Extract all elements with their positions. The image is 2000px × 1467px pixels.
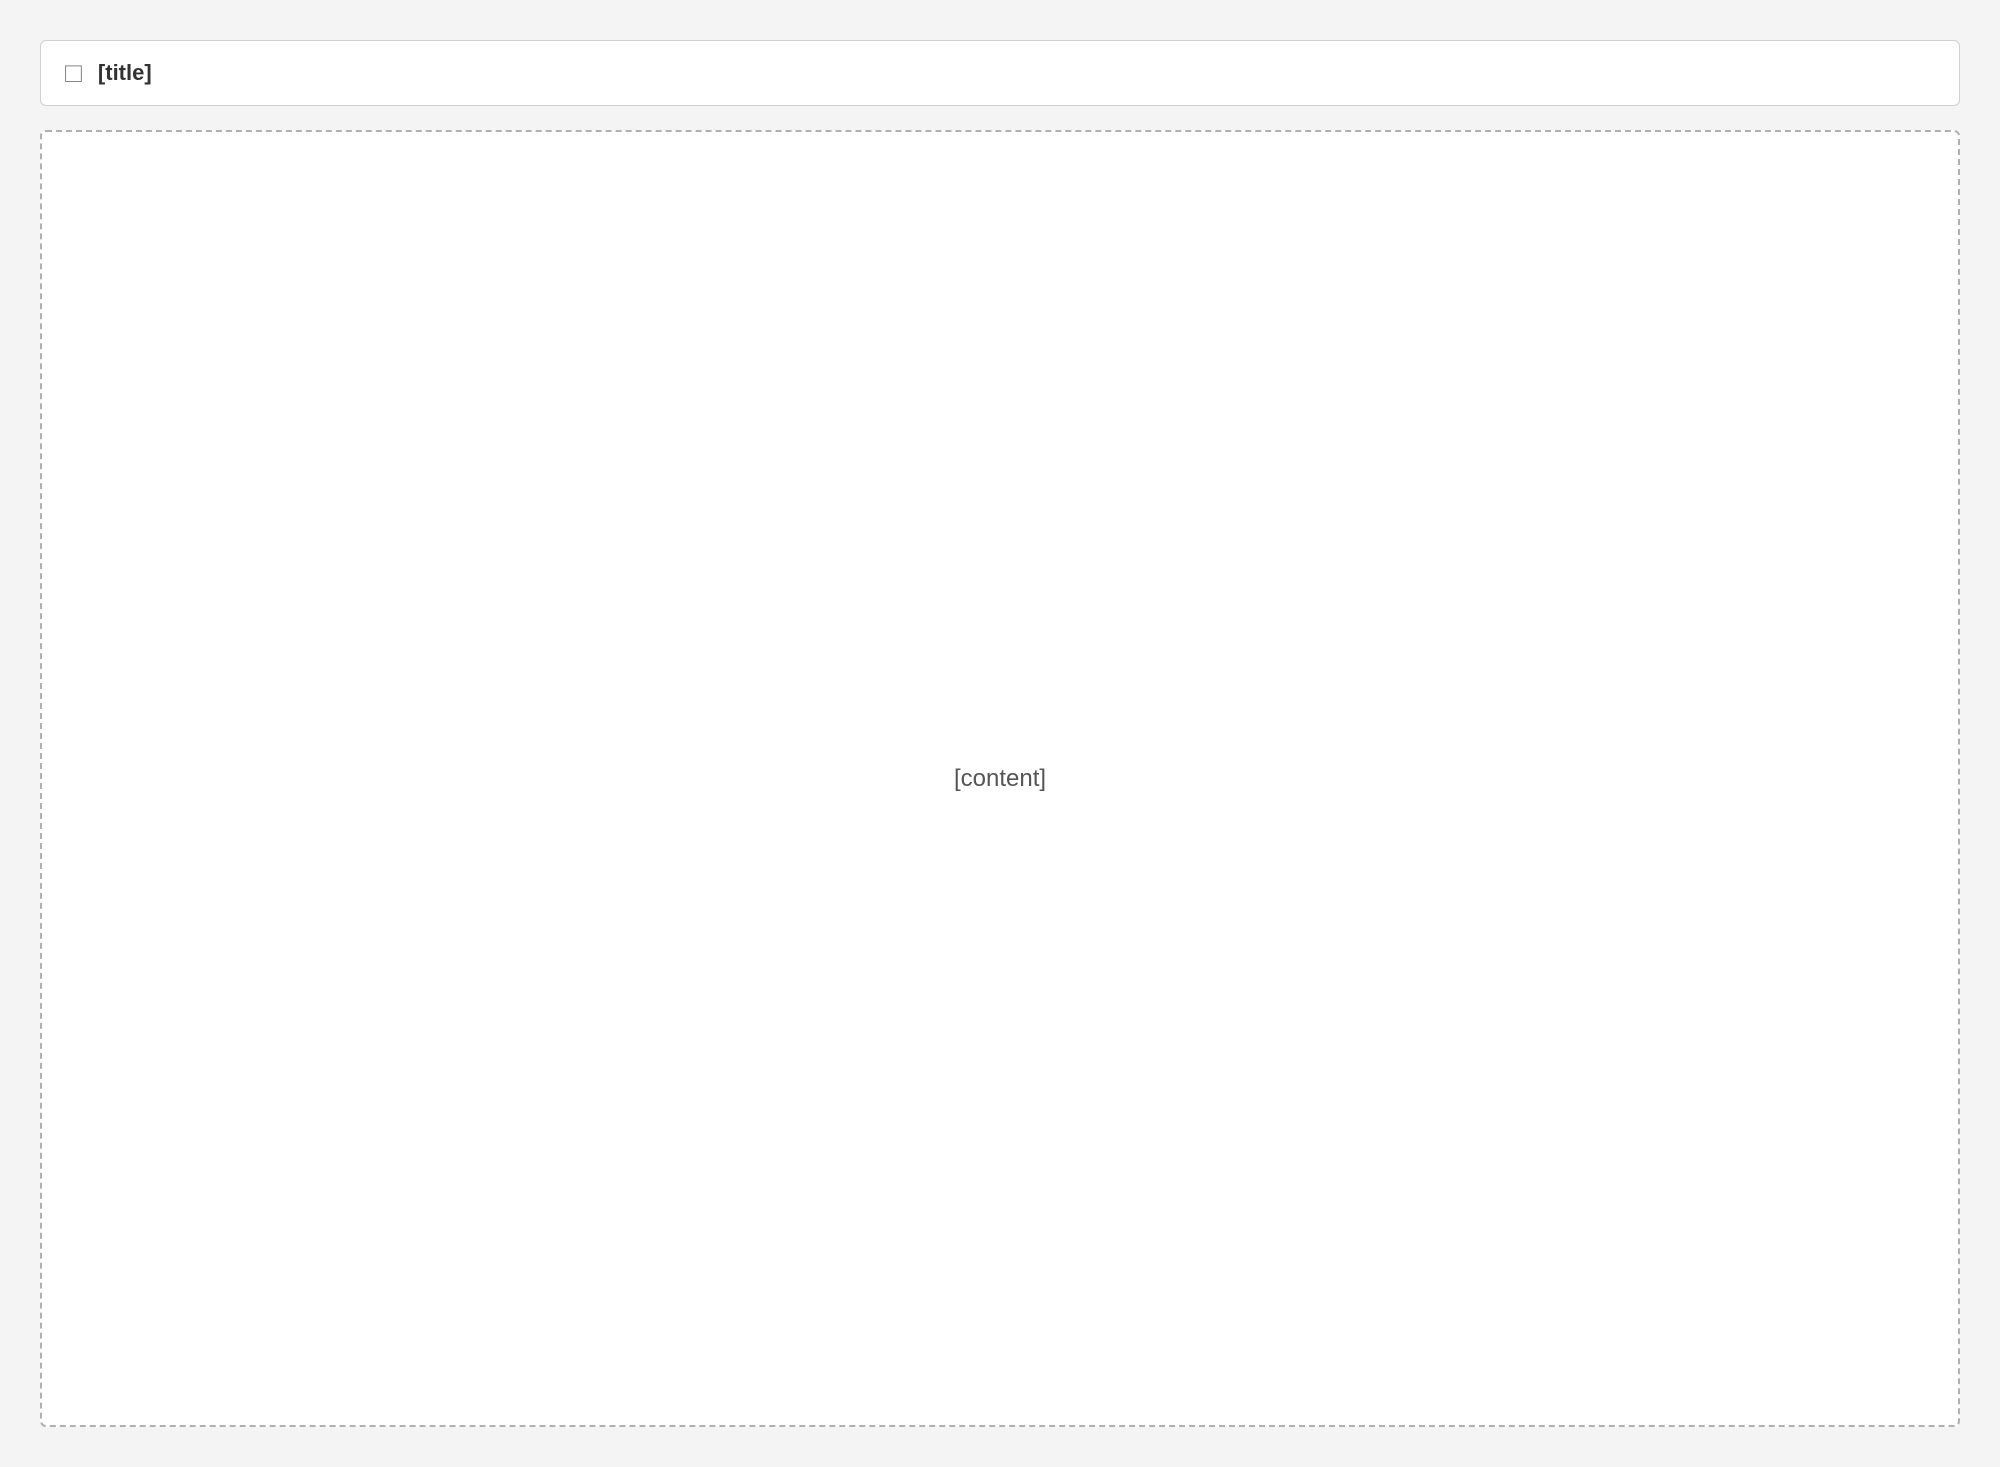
placeholder-notice: [content] [953, 764, 1047, 792]
image-icon: □ [65, 57, 82, 88]
page-title: [title] [97, 60, 152, 85]
content-area [40, 130, 1960, 1427]
header [40, 40, 1960, 106]
